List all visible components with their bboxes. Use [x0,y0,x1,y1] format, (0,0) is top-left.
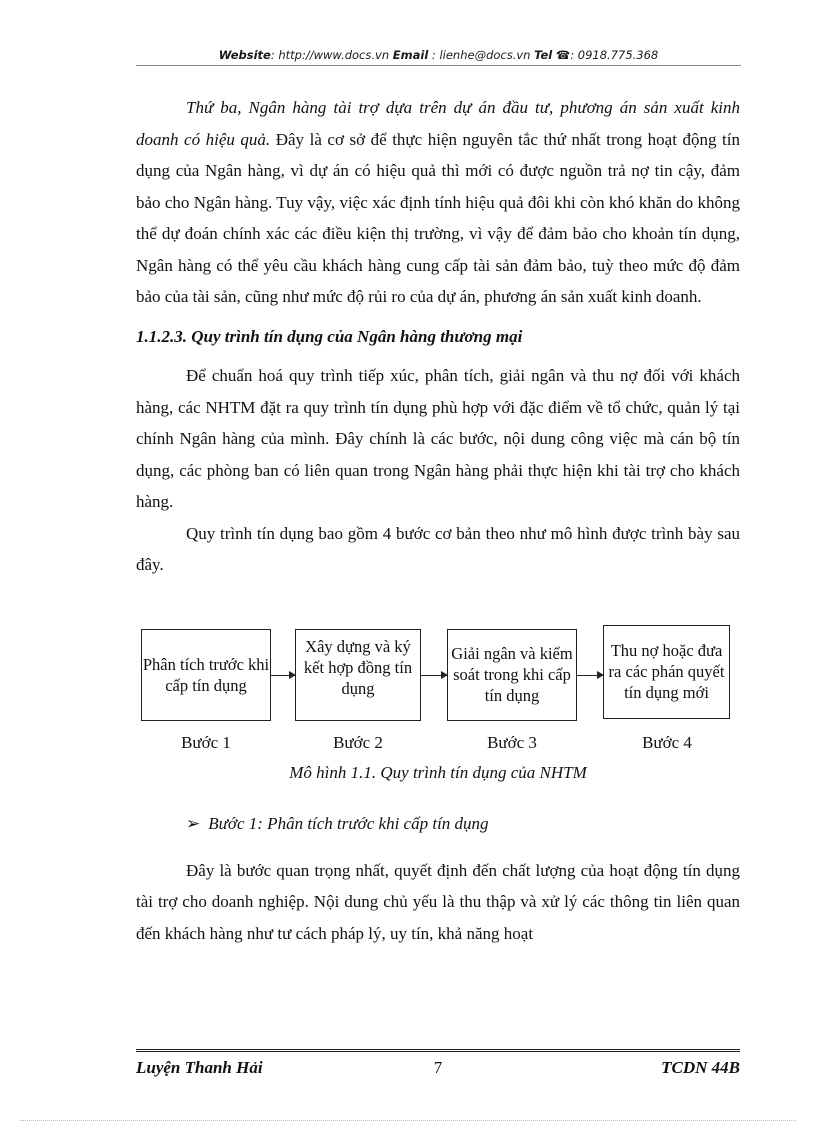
diagram-box-1: Phân tích trước khi cấp tín dụng [141,629,271,721]
step-label-1: Bước 1 [181,732,231,752]
email-value: : lienhe@docs.vn [431,48,531,62]
arrow-3-4 [577,675,603,676]
arrow-bullet-icon: ➢ [186,813,201,833]
tel-value: : 0918.775.368 [570,48,659,62]
step-label-2: Bước 2 [333,732,383,752]
paragraph-1-text: Đây là cơ sở để thực hiện nguyên tắc thứ nhất trong hoạt động tín dụng của Ngân hàng, vì dự án có hiệu quả thì mới có được nguồn trả nợ tin cậy, đảm bảo cho Ngân hàng. Tuy vậy, việc xác định tính hiệu quả đôi khi còn khó khăn do không thể dự đoán chính xác các điều kiện thị trường, vì vậy để đảm bảo cho khoản tín dụng, Ngân hàng có thể yêu cầu khách hàng cung cấp tài sản đảm bảo, tuỳ theo mức độ đảm bảo của tài sản, cũng như mức độ rủi ro của dự án, phương án sản xuất kinh doanh. [136,129,740,306]
page-header [136,48,741,66]
paragraph-1 [136,92,740,313]
page-number: 7 [433,1058,443,1077]
footer-class: TCDN 44B [661,1058,740,1077]
tel-label: Tel [534,48,553,62]
section-heading: 1.1.2.3. Quy trình tín dụng của Ngân hàng thương mại [136,326,523,346]
paragraph-2: Để chuẩn hoá quy trình tiếp xúc, phân tích, giải ngân và thu nợ đối với khách hàng, các NHTM đặt ra quy trình tín dụng phù hợp với đặc điểm về tổ chức, quản lý tại chính Ngân hàng của mình. Đây chính là các bước, nội dung công việc mà cán bộ tín dụng, các phòng ban có liên quan trong Ngân hàng phải thực hiện khi tài trợ cho khách hàng. [136,366,740,511]
arrow-2-3 [421,675,447,676]
diagram-caption: Mô hình 1.1. Quy trình tín dụng của NHTM [289,762,587,782]
paragraph-1-italic: Thứ ba, Ngân hàng tài trợ dựa trên dự án đầu tư, phương án sản xuất kinh doanh có hiệu quả. [136,98,740,149]
diagram-box-3: Giải ngân và kiểm soát trong khi cấp tín dụng [447,629,577,721]
credit-process-diagram [136,595,740,855]
phone-icon: ☎ [555,48,571,62]
page-footer [136,1049,740,1082]
paragraph-3: Quy trình tín dụng bao gồm 4 bước cơ bản theo như mô hình được trình bày sau đây. [136,523,740,574]
paragraph-4: Đây là bước quan trọng nhất, quyết định đến chất lượng của hoạt động tín dụng tài trợ cho doanh nghiệp. Nội dung chủ yếu là thu thập và xử lý các thông tin liên quan đến khách hàng như tư cách pháp lý, uy tín, khả năng hoạt [136,860,740,943]
page-edge-divider [20,1120,796,1121]
step-1-heading [186,808,489,840]
step-label-4: Bước 4 [642,732,692,752]
website-label: Website [218,48,271,62]
footer-author: Luyện Thanh Hải [136,1058,263,1077]
diagram-box-2: Xây dựng và ký kết hợp đồng tín dụng [295,629,421,721]
step-1-heading-text: Bước 1: Phân tích trước khi cấp tín dụng [208,813,489,833]
step-label-3: Bước 3 [487,732,537,752]
arrow-1-2 [271,675,295,676]
email-label: Email [392,48,429,62]
diagram-box-4: Thu nợ hoặc đưa ra các phán quyết tín dụng mới [603,625,730,719]
document-body [136,92,740,949]
website-value: : http://www.docs.vn [270,48,390,62]
